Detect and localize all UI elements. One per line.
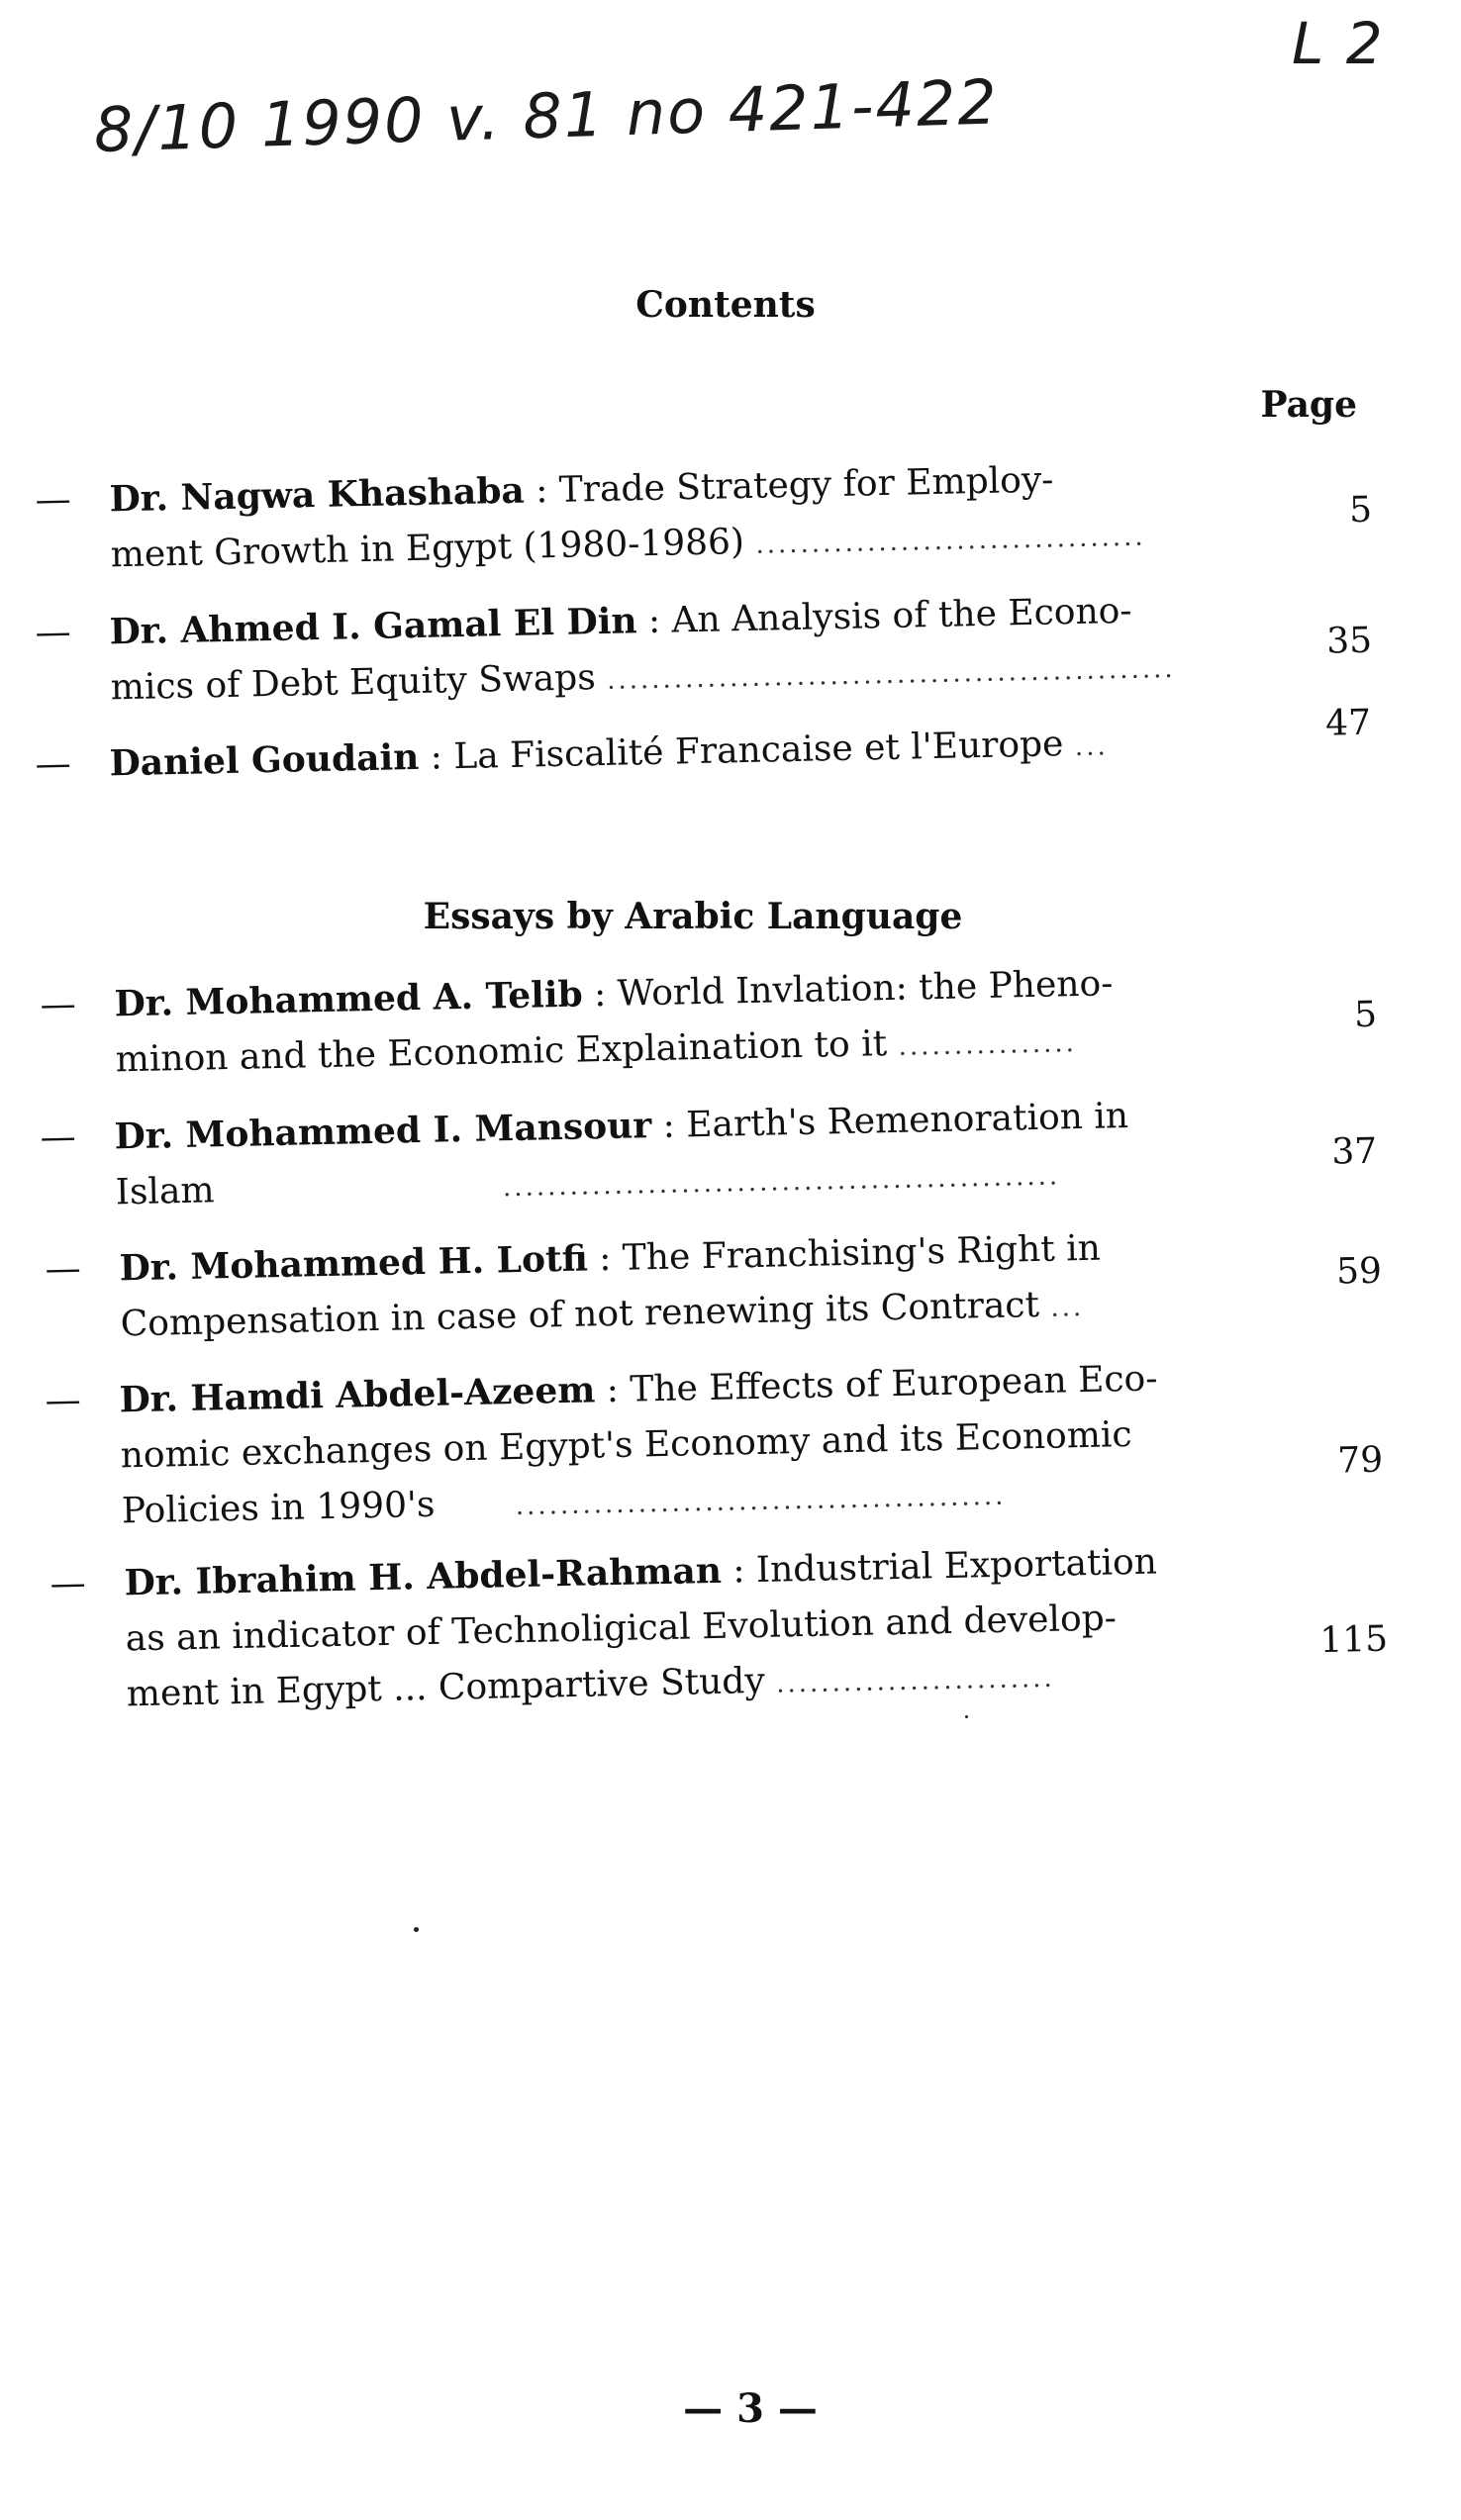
entry-dash: — [40,1116,76,1158]
toc-entry [40,950,1388,1093]
scan-speck [965,1715,968,1718]
leader-dots: ............................................ [515,1481,1007,1522]
entry-title: : La Fiscalité Francaise et l'Europe [430,724,1064,778]
arabic-essays-heading: Essays by Arabic Language [423,896,963,937]
entry-page-number: 5 [1353,994,1378,1036]
leader-dots: ................................................... [606,653,1176,696]
entry-title-cont: Islam [115,1170,215,1213]
leader-dots: ................................... [755,522,1146,560]
entry-dash: — [40,984,76,1025]
entry-author: Dr. Ahmed I. Gamal El Din [109,600,637,653]
entry-page-number: 115 [1318,1618,1389,1662]
leader-dots: ... [1074,731,1109,762]
entry-title-cont: minon and the Economic Explaination to it [115,1023,888,1081]
entry-title-cont: ment Growth in Egypt (1980-1986) [110,522,745,576]
entry-author: Dr. Mohammed A. Telib [114,973,584,1025]
leader-dots: ......................... [775,1663,1056,1699]
entry-title-cont: as an indicator of Technoligical Evolution and develop- [125,1598,1118,1660]
toc-entry [35,445,1383,588]
entry-dash: — [45,1248,81,1290]
page-column-heading: Page [1260,384,1357,426]
handwritten-call-number: 8/10 1990 v. 81 no 421-422 [92,65,1000,166]
entry-title-cont: ment in Egypt ... Compartive Study [126,1660,766,1715]
entry-dash: — [45,1380,81,1421]
toc-entry [35,702,1382,797]
entry-page-number: 37 [1330,1130,1378,1173]
entry-dash: — [49,1563,86,1604]
entry-title: : Industrial Exportation [731,1541,1158,1592]
leader-dots: .................................................. [502,1161,1061,1204]
entry-title: : An Analysis of the Econo- [647,590,1132,642]
entry-author: Dr. Hamdi Abdel-Azeem [119,1369,596,1421]
toc-entry [45,1214,1393,1357]
entry-page-number: 35 [1325,620,1373,662]
toc-entry [40,1083,1388,1225]
entry-title: : The Franchising's Right in [598,1227,1102,1280]
toc-entry [49,1529,1399,1727]
leader-dots: ................ [898,1028,1078,1062]
contents-heading: Contents [635,284,816,326]
footer-page-number: — 3 — [683,2385,818,2432]
entry-title: : The Effects of European Eco- [606,1358,1158,1411]
entry-author: Dr. Nagwa Khashaba [109,469,526,521]
entry-dash: — [35,743,71,785]
entry-page-number: 5 [1348,489,1373,532]
entry-title-cont: nomic exchanges on Egypt's Economy and its Economic [120,1414,1132,1477]
entry-title: : World Invlation: the Pheno- [593,963,1114,1016]
toc-entry [45,1346,1394,1544]
leader-dots: ... [1050,1293,1085,1323]
entry-page-number: 79 [1336,1439,1384,1482]
toc-entry [35,578,1383,721]
entry-author: Dr. Mohammed H. Lotfi [119,1237,589,1290]
entry-title-cont: Compensation in case of not renewing its Contract [120,1284,1040,1345]
entry-author: Daniel Goudain [109,735,420,785]
entry-dash: — [35,612,71,653]
entry-title-cont: Policies in 1990's [121,1484,436,1532]
entry-title: : Trade Strategy for Employ- [535,459,1054,512]
entry-author: Dr. Ibrahim H. Abdel-Rahman [124,1549,723,1604]
scan-speck [414,1927,419,1932]
entry-title-cont: mics of Debt Equity Swaps [110,657,597,709]
entry-dash: — [35,479,71,521]
entry-author: Dr. Mohammed I. Mansour [114,1105,652,1158]
handwritten-corner-mark: L 2 [1292,10,1385,77]
entry-title: : Earth's Remenoration in [662,1095,1129,1146]
entry-page-number: 59 [1335,1250,1383,1293]
entry-page-number: 47 [1324,702,1372,744]
